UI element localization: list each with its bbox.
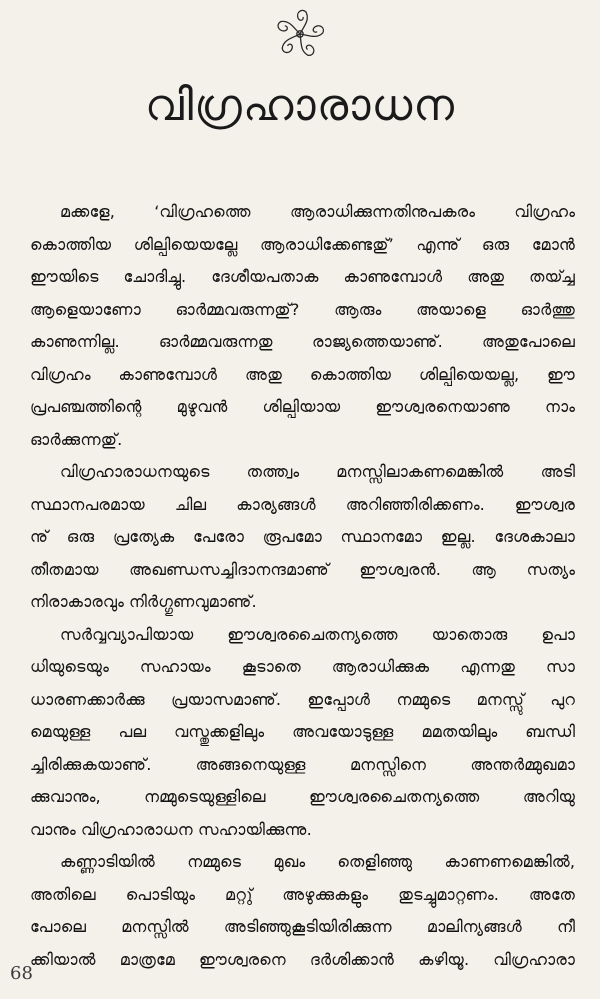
- paragraph: [30, 456, 575, 619]
- text-line: വിഗ്രഹം കാണുമ്പോൾ അതു കൊത്തിയ ശില്പിയെയല്ല, ഈ: [30, 364, 575, 384]
- text-line: ക്കുവാനും, നമ്മുടെയുള്ളിലെ ഈശ്വരചൈതന്യത്തെ അറിയു: [30, 787, 575, 806]
- text-line: ധാരണക്കാർക്കു പ്രയാസമാണു്. ഇപ്പോൾ നമ്മുടെ മനസ്സു് പുറ: [30, 689, 575, 709]
- text-line: ആളെയാണോ ഓർമ്മവരുന്നതു്? ആരും അയാളെ ഓർത്തു: [30, 299, 575, 319]
- text-line: വിഗ്രഹാരാധനയുടെ തത്ത്വം മനസ്സിലാകണമെങ്കിൽ അടി: [60, 462, 575, 481]
- text-line: ഈയിടെ ചോദിച്ചു. ദേശീയപതാക കാണുമ്പോൾ അതു തയ്ച്ച: [30, 267, 575, 286]
- text-line: ച്ചിരിക്കുകയാണു്. അങ്ങനെയുള്ള മനസ്സിനെ അന്തർമ്മുഖമാ: [30, 754, 575, 774]
- text-line: കൊത്തിയ ശില്പിയെയല്ലേ ആരാധിക്കേണ്ടതു്’ എന്നു് ഒരു മോൻ: [30, 234, 575, 254]
- text-line: കാണുന്നില്ല. ഓർമ്മവരുന്നതു രാജ്യത്തെയാണു്. അതുപോലെ: [30, 332, 575, 351]
- paragraph: [30, 619, 575, 847]
- text-line: കണ്ണാടിയിൽ നമ്മുടെ മുഖം തെളിഞ്ഞു കാണണമെങ്കിൽ,: [60, 852, 575, 871]
- text-line: പോലെ മനസ്സിൽ അടിഞ്ഞുകൂടിയിരിക്കുന്ന മാലിന്യങ്ങൾ നീ: [30, 917, 575, 936]
- text-line: നു് ഒരു പ്രത്യേക പേരോ രൂപമോ സ്ഥാനമോ ഇല്ല. ദേശകാലാ: [30, 527, 575, 546]
- chapter-title: വിഗ്രഹാരാധന: [145, 80, 455, 131]
- text-line: ഓർക്കുന്നതു്.: [30, 429, 123, 449]
- text-line: തീതമായ അഖണ്ഡസച്ചിദാനന്ദമാണു് ഈശ്വരൻ. ആ സത്യം: [30, 559, 575, 579]
- text-line: മെയുള്ള പല വസ്തുക്കളിലും അവയോടുള്ള മമതയിലും ബന്ധി: [30, 722, 575, 741]
- text-line: ക്കിയാൽ മാത്രമേ ഈശ്വരനെ ദർശിക്കാൻ കഴിയൂ. വിഗ്രഹാരാ: [30, 949, 575, 969]
- text-line: വാനും വിഗ്രഹാരാധന സഹായിക്കുന്നു.: [30, 819, 312, 839]
- text-line: സ്ഥാനപരമായ ചില കാര്യങ്ങൾ അറിഞ്ഞിരിക്കണം. ഈശ്വര: [30, 494, 575, 514]
- paragraph: [30, 196, 575, 456]
- paragraph: [30, 846, 575, 976]
- text-line: നിരാകാരവും നിർഗ്ഗുണവുമാണു്.: [30, 592, 257, 611]
- page-number: 68: [10, 963, 33, 984]
- text-line: ധിയുടെയും സഹായം കൂടാതെ ആരാധിക്കുക എന്നതു സാ: [30, 657, 575, 676]
- text-line: സർവ്വവ്യാപിയായ ഈശ്വരചൈതന്യത്തെ യാതൊരു ഉപാ: [60, 624, 575, 644]
- text-line: അതിലെ പൊടിയും മറ്റു് അഴുക്കുകളും തുടച്ചുമാറ്റണം. അതേ: [30, 884, 575, 904]
- text-line: പ്രപഞ്ചത്തിന്റെ മുഴുവൻ ശില്പിയായ ഈശ്വരനെയാണു നാം: [30, 397, 575, 416]
- floral-ornament-icon: [270, 4, 330, 64]
- body-text: [30, 196, 575, 976]
- text-line: മക്കളേ, ‘വിഗ്രഹത്തെ ആരാധിക്കുന്നതിനുപകരം വിഗ്രഹം: [60, 202, 575, 221]
